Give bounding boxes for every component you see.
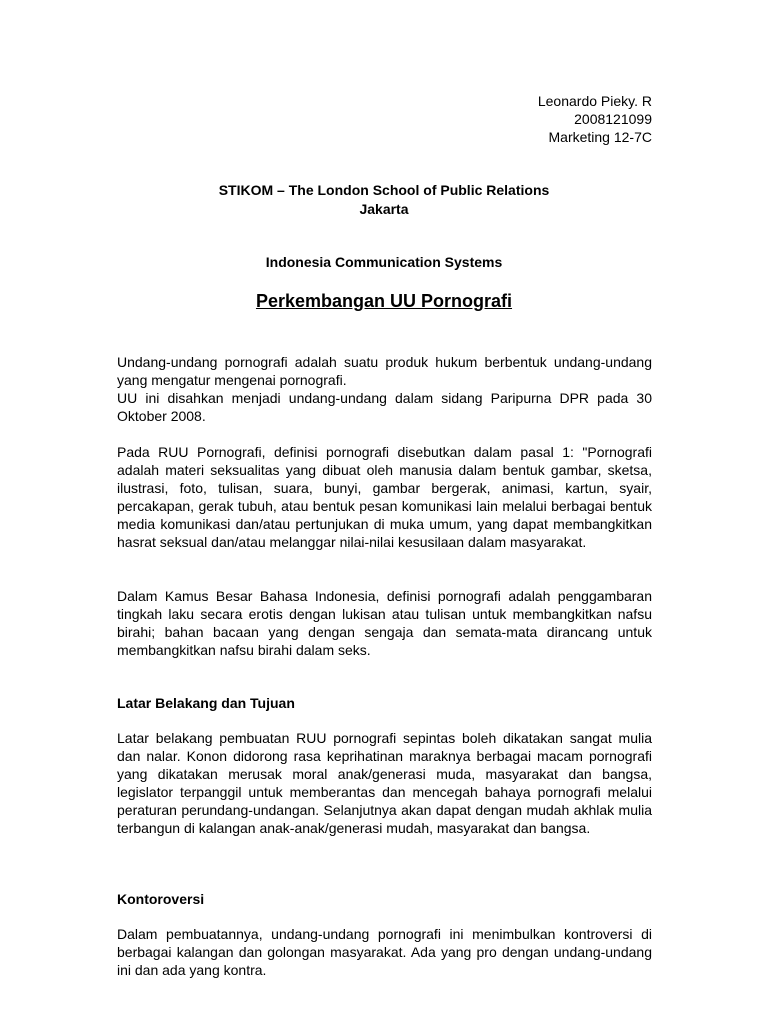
paragraph-ratified: UU ini disahkan menjadi undang-undang dalam sidang Paripurna DPR pada 30 Oktober 2008. xyxy=(117,390,652,424)
author-block xyxy=(538,92,652,146)
institution-name: STIKOM – The London School of Public Relations xyxy=(218,182,550,198)
section-heading-controversy: Kontoroversi xyxy=(117,891,205,907)
document-title: Perkembangan UU Pornografi xyxy=(255,291,513,311)
institution-city: Jakarta xyxy=(359,201,409,217)
institution-block xyxy=(0,181,768,219)
paragraph-controversy: Dalam pembuatannya, undang-undang pornografi ini menimbulkan kontroversi di berbagai kalangan dan golongan masyarakat. Ada yang pro dengan undang-undang ini dan ada yang kontra. xyxy=(117,926,652,978)
section-heading-background: Latar Belakang dan Tujuan xyxy=(117,695,295,711)
paragraph-kbbi-definition: Dalam Kamus Besar Bahasa Indonesia, definisi pornografi adalah penggambaran tingkah laku secara erotis dengan lukisan atau tulisan untuk membangkitkan nafsu birahi; bahan bacaan yang dengan sengaja dan semata-mata dirancang untuk membangkitkan nafsu birahi dalam seks. xyxy=(117,588,652,658)
student-id: 2008121099 xyxy=(574,111,652,127)
paragraph-ruu-definition: Pada RUU Pornografi, definisi pornografi disebutkan dalam pasal 1: "Pornografi adalah materi seksualitas yang dibuat oleh manusia dalam bentuk gambar, sketsa, ilustrasi, foto, tulisan, suara, bunyi, gambar bergerak, animasi, kartun, syair, percakapan, gerak tubuh, atau bentuk pesan komunikasi lain melalui berbagai bentuk media komunikasi dan/atau pertunjukan di muka umum, yang dapat membangkitkan hasrat seksual dan/atau melanggar nilai-nilai kesusilaan dalam masyarakat. xyxy=(117,444,652,550)
paragraph-background: Latar belakang pembuatan RUU pornografi sepintas boleh dikatakan sangat mulia dan nalar. Konon didorong rasa keprihatinan maraknya berbagai macam pornografi yang dikatakan merusak moral anak/generasi muda, masyarakat dan bangsa, legislator terpanggil untuk memberantas dan mencegah bahaya pornografi melalui peraturan perundang-undangan. Selanjutnya akan dapat dengan mudah akhlak mulia terbangun di kalangan anak-anak/generasi mudah, masyarakat dan bangsa. xyxy=(117,730,652,836)
paragraph-intro: Undang-undang pornografi adalah suatu produk hukum berbentuk undang-undang yang mengatur mengenai pornografi. xyxy=(117,354,652,388)
course-title: Indonesia Communication Systems xyxy=(265,254,503,270)
author-name: Leonardo Pieky. R xyxy=(537,93,652,109)
class-name: Marketing 12-7C xyxy=(548,129,652,145)
